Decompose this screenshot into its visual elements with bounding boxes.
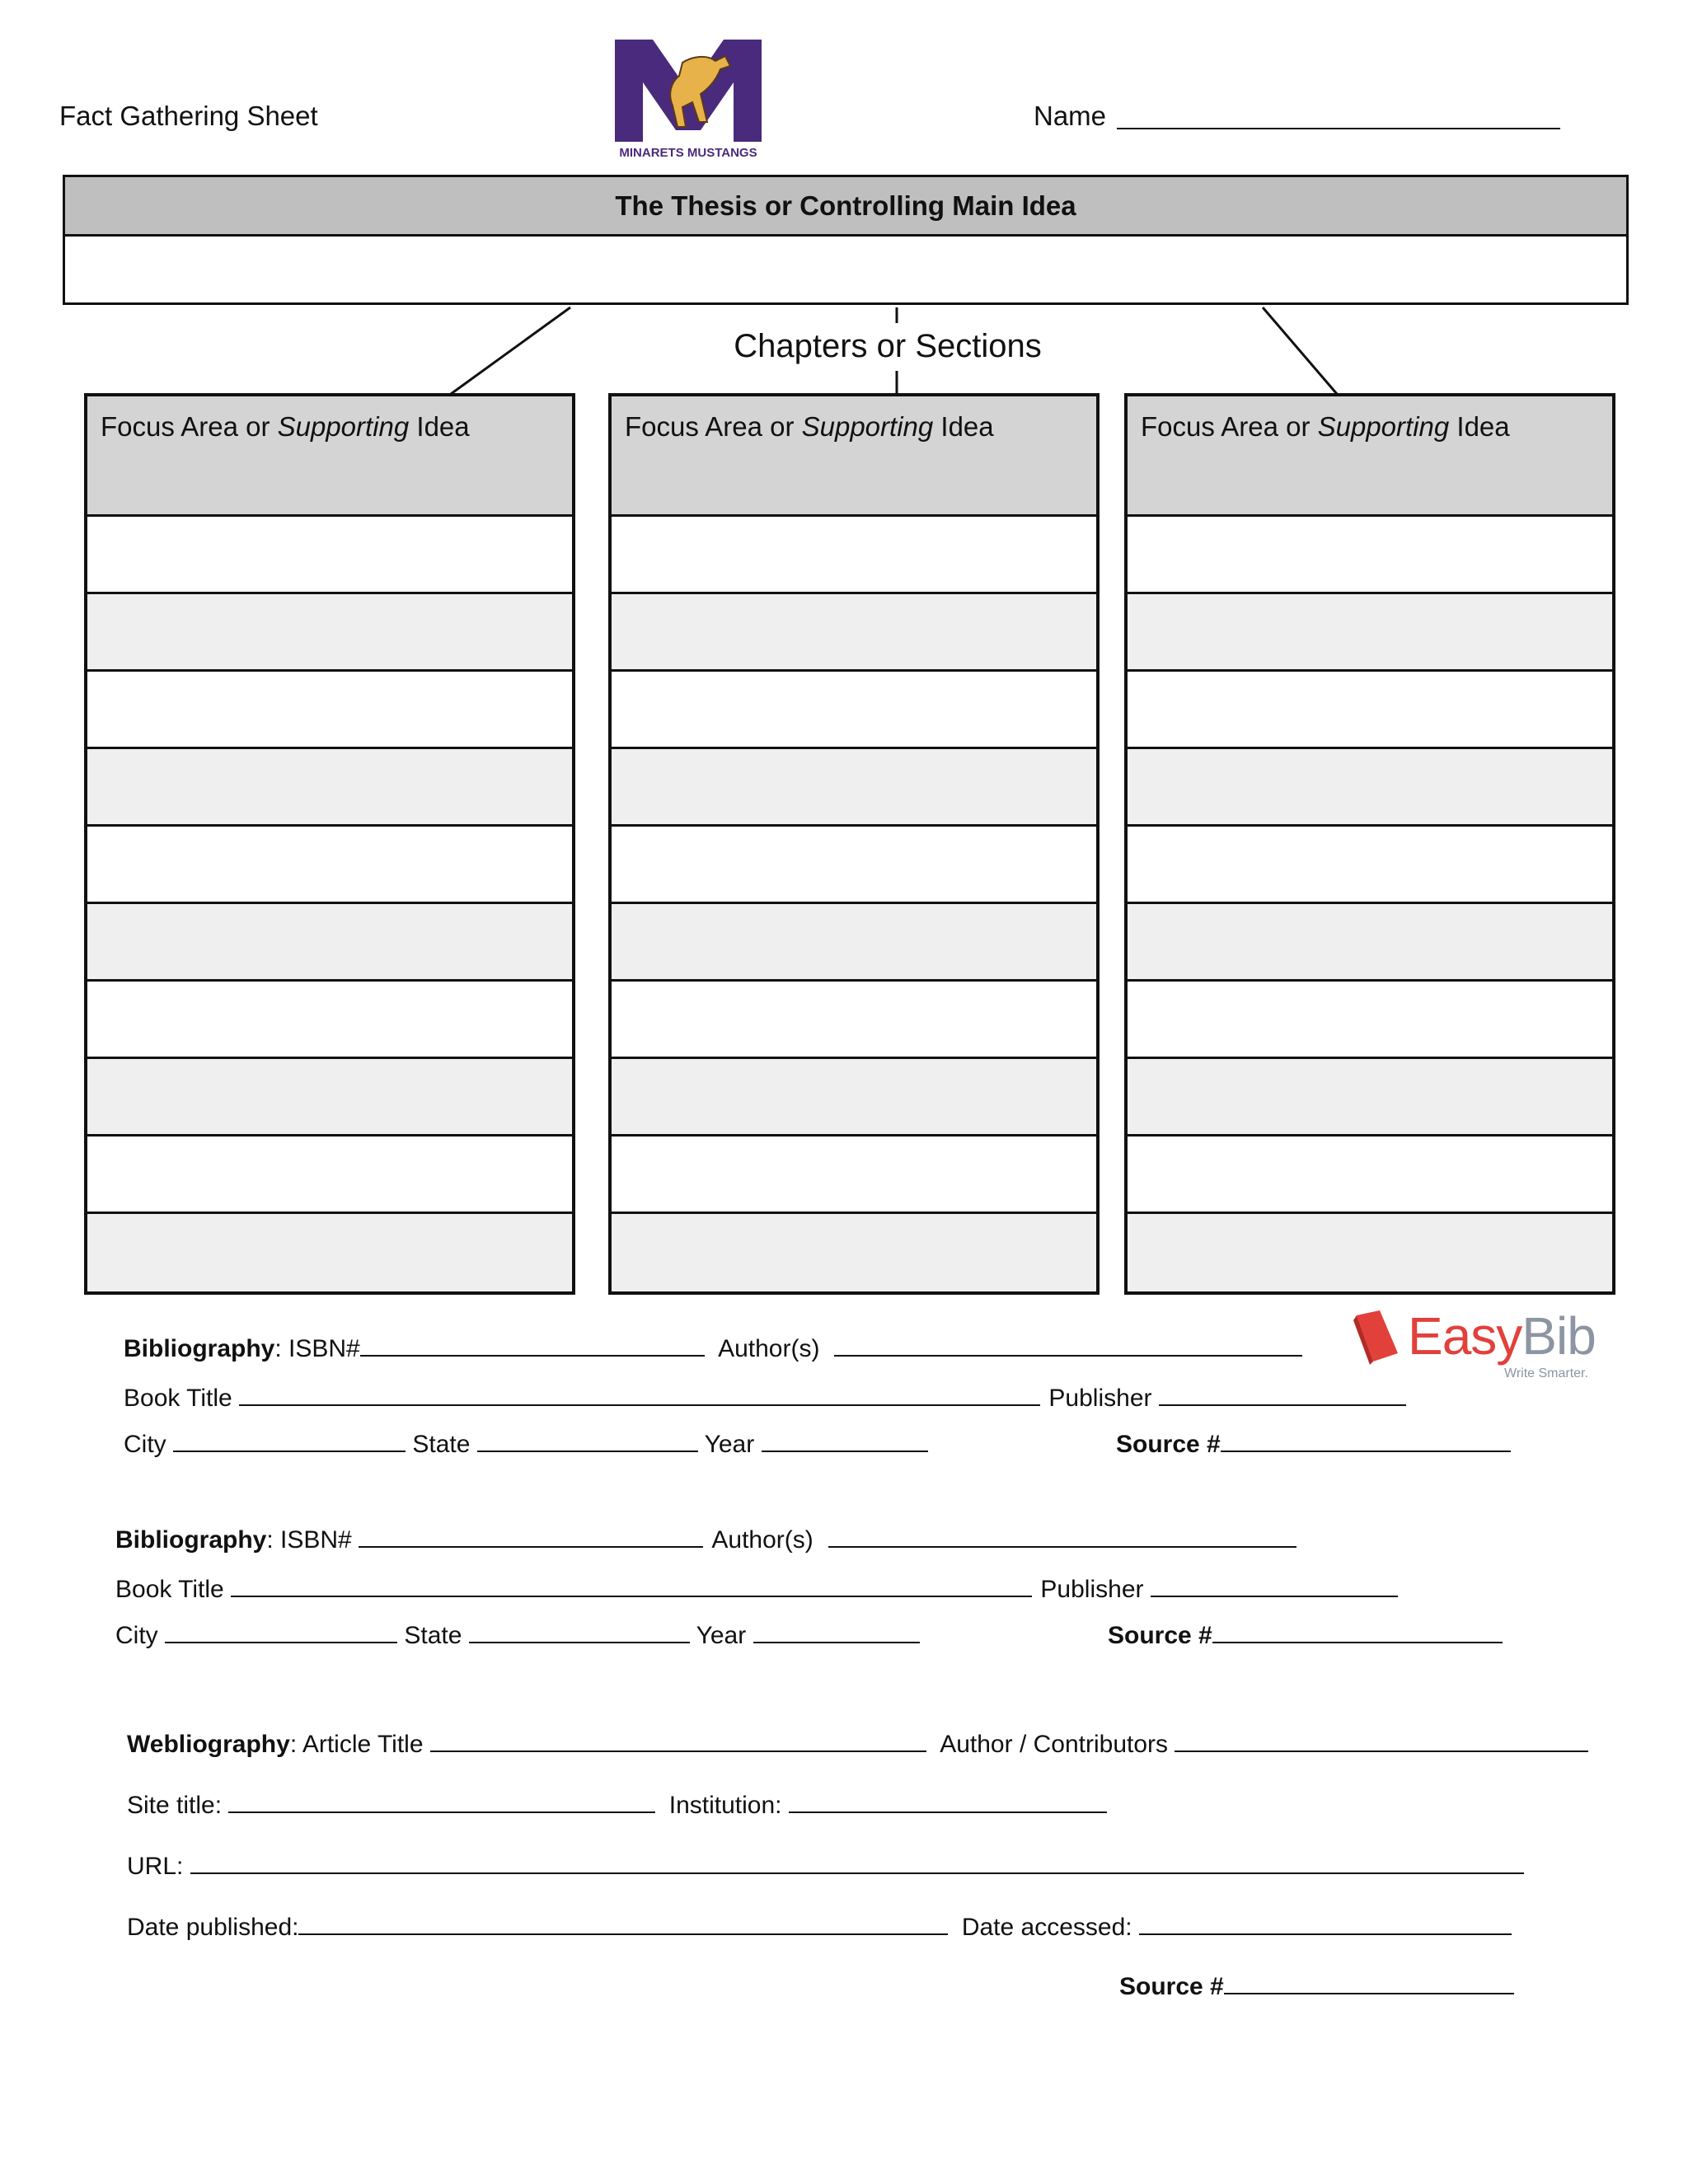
source-field[interactable] (1224, 1992, 1514, 1994)
bib2-row1: Bibliography: ISBN# Author(s) (115, 1526, 1296, 1554)
bib2-row3: City State Year (115, 1622, 920, 1650)
focus-column-header: Focus Area or Supporting Idea (1128, 396, 1612, 517)
fact-cell[interactable] (87, 517, 572, 594)
fact-cell[interactable] (87, 1214, 572, 1291)
fact-cell[interactable] (612, 672, 1096, 749)
publisher-field[interactable] (1159, 1404, 1406, 1406)
focus-column-header: Focus Area or Supporting Idea (612, 396, 1096, 517)
bib-label: Bibliography (115, 1526, 267, 1554)
url-field[interactable] (190, 1872, 1524, 1874)
fact-cell[interactable] (612, 982, 1096, 1059)
fact-cell[interactable] (87, 672, 572, 749)
fact-cell[interactable] (1128, 1059, 1612, 1137)
book-icon (1352, 1310, 1401, 1368)
source-field[interactable] (1221, 1450, 1511, 1452)
date-published-field[interactable] (298, 1933, 948, 1935)
thesis-field[interactable] (65, 237, 1626, 302)
article-title-field[interactable] (430, 1750, 926, 1752)
state-field[interactable] (477, 1450, 698, 1452)
fact-cell[interactable] (612, 827, 1096, 904)
focus-column-1 (84, 393, 575, 1295)
bib1-row3: City State Year (124, 1431, 928, 1459)
date-accessed-field[interactable] (1139, 1933, 1512, 1935)
easybib-wordmark: EasyBib (1408, 1306, 1596, 1366)
fact-cell[interactable] (87, 749, 572, 827)
publisher-field[interactable] (1151, 1595, 1398, 1597)
bib2-row2: Book Title Publisher (115, 1576, 1398, 1604)
isbn-field[interactable] (359, 1545, 703, 1548)
fact-cell[interactable] (1128, 904, 1612, 982)
name-field[interactable] (1117, 128, 1560, 129)
fact-cell[interactable] (612, 1214, 1096, 1291)
name-label: Name (1034, 101, 1107, 131)
bib2-source: Source # (1108, 1622, 1503, 1650)
fact-cell[interactable] (87, 594, 572, 672)
fact-cell[interactable] (612, 594, 1096, 672)
thesis-box (63, 175, 1629, 305)
city-field[interactable] (165, 1641, 397, 1643)
bib-label: Bibliography (124, 1335, 275, 1362)
book-title-field[interactable] (231, 1595, 1032, 1597)
fact-cell[interactable] (1128, 517, 1612, 594)
year-field[interactable] (762, 1450, 928, 1452)
fact-cell[interactable] (612, 517, 1096, 594)
fact-cell[interactable] (87, 827, 572, 904)
fact-cell[interactable] (1128, 672, 1612, 749)
fact-cell[interactable] (1128, 594, 1612, 672)
web-source: Source # (1119, 1973, 1514, 2001)
author-field[interactable] (1175, 1750, 1588, 1752)
bib1-row2: Book Title Publisher (124, 1385, 1406, 1413)
year-field[interactable] (753, 1641, 920, 1643)
bib1-source: Source # (1116, 1431, 1511, 1459)
focus-column-3 (1124, 393, 1615, 1295)
fact-cell[interactable] (1128, 1137, 1612, 1214)
isbn-field[interactable] (360, 1354, 705, 1357)
easybib-tagline: Write Smarter. (1504, 1366, 1588, 1380)
web-label: Webliography (127, 1731, 290, 1758)
city-field[interactable] (173, 1450, 406, 1452)
fact-cell[interactable] (87, 1059, 572, 1137)
book-title-field[interactable] (239, 1404, 1040, 1406)
web-row1: Webliography: Article Title Author / Contributors (127, 1731, 1588, 1759)
fact-cell[interactable] (87, 904, 572, 982)
institution-field[interactable] (789, 1811, 1107, 1813)
school-logo (610, 33, 767, 161)
fact-cell[interactable] (87, 982, 572, 1059)
fact-cell[interactable] (1128, 982, 1612, 1059)
authors-field[interactable] (834, 1354, 1302, 1357)
web-row3: URL: (127, 1853, 1524, 1881)
fact-cell[interactable] (612, 1137, 1096, 1214)
fact-cell[interactable] (1128, 827, 1612, 904)
source-field[interactable] (1212, 1641, 1503, 1643)
fact-cell[interactable] (612, 904, 1096, 982)
sheet-title: Fact Gathering Sheet (59, 101, 318, 131)
chapters-label: Chapters or Sections (734, 328, 1042, 364)
fact-cell[interactable] (1128, 749, 1612, 827)
fact-cell[interactable] (87, 1137, 572, 1214)
fact-cell[interactable] (612, 749, 1096, 827)
authors-field[interactable] (828, 1545, 1296, 1548)
site-title-field[interactable] (228, 1811, 655, 1813)
thesis-title: The Thesis or Controlling Main Idea (65, 177, 1626, 237)
fact-cell[interactable] (1128, 1214, 1612, 1291)
focus-column-header: Focus Area or Supporting Idea (87, 396, 572, 517)
fact-cell[interactable] (612, 1059, 1096, 1137)
focus-column-2 (608, 393, 1100, 1295)
web-row2: Site title: Institution: (127, 1792, 1107, 1820)
state-field[interactable] (469, 1641, 690, 1643)
web-row4: Date published: Date accessed: (127, 1914, 1512, 1942)
bib1-row1: Bibliography: ISBN# Author(s) (124, 1335, 1302, 1363)
logo-text: MINARETS MUSTANGS (619, 146, 757, 160)
